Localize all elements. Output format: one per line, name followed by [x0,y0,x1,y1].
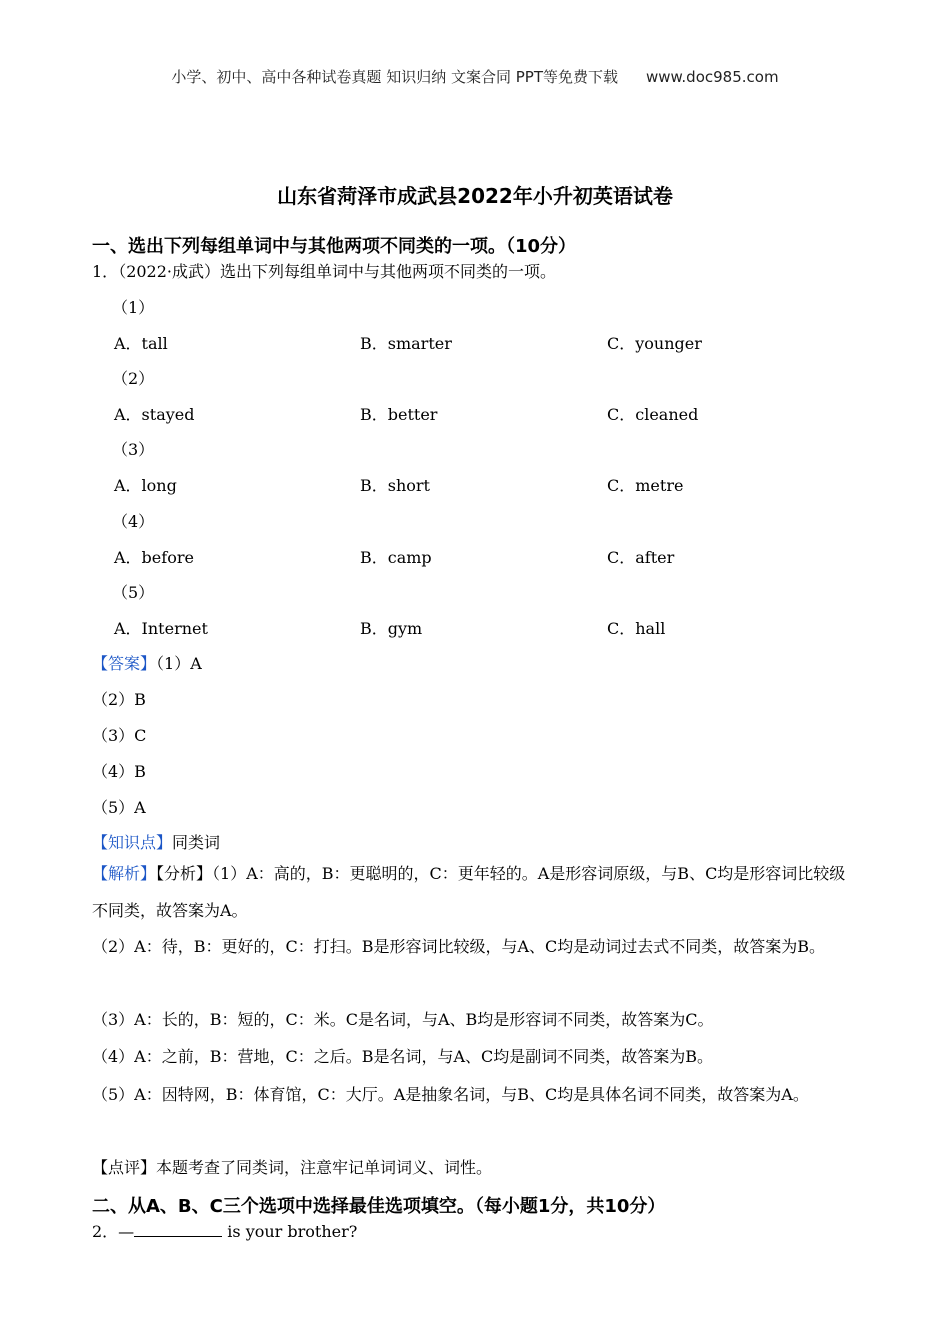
group-4-label: （4） [112,512,155,531]
analysis-text-1: 【分析】（1）A：高的，B：更聪明的，C：更年轻的。A是形容词原级，与B、C均是形容词比较级不同类，故答案为A。 [92,864,846,920]
analysis-paragraph-3: （3）A：长的，B：短的，C：米。C是名词，与A、B均是形容词不同类，故答案为C。 [92,1010,714,1029]
analysis-paragraph-2: （2）A：待，B：更好的，C：打扫。B是形容词比较级，与A、C均是动词过去式不同类，故答案为B。 [92,937,826,956]
answer-line-2: （2）B [92,690,146,709]
group-3-option-a: A．long [114,476,177,495]
question-1 [92,259,556,282]
analysis-paragraph-4: （4）A：之前，B：营地，C：之后。B是名词，与A、C均是副词不同类，故答案为B。 [92,1047,714,1066]
answer-text-1: （1）A [156,654,202,673]
question-1-text: （2022·成武）选出下列每组单词中与其他两项不同类的一项。 [118,262,556,281]
header-site-link[interactable]: www.doc985.com [645,68,779,86]
group-3-option-c: C．metre [607,476,684,495]
answer-line-4: （4）B [92,762,146,781]
question-2-number: 2．— [92,1222,135,1241]
question-1-number: 1． [92,262,119,281]
knowledge-text: 同类词 [172,833,221,852]
group-2-option-b: B．better [360,405,438,424]
question-2 [92,1219,357,1242]
answer-line-3: （3）C [92,726,147,745]
answer-blank[interactable] [134,1222,222,1237]
knowledge-tag: 【知识点】 [92,833,173,852]
analysis-paragraph-5: （5）A：因特网，B：体育馆，C：大厅。A是抽象名词，与B、C均是具体名词不同类，故答案为A。 [92,1085,809,1104]
group-3-label: （3） [112,440,155,459]
comment: 【点评】本题考查了同类词，注意牢记单词词义、词性。 [92,1158,493,1177]
analysis-tag: 【解析】 [92,864,157,883]
group-1-option-c: C．younger [607,334,702,353]
header-text: 小学、初中、高中各种试卷真题 知识归纳 文案合同 PPT等免费下载 [171,68,618,86]
group-4-option-b: B．camp [360,548,432,567]
group-5-option-b: B．gym [360,619,423,638]
group-2-option-a: A．stayed [114,405,195,424]
group-2-option-c: C．cleaned [607,405,699,424]
answer-line-5: （5）A [92,798,146,817]
group-1-label: （1） [112,298,155,317]
section1-title: 一、选出下列每组单词中与其他两项不同类的一项。（10分） [92,236,577,257]
group-5-option-a: A．Internet [114,619,208,638]
answer-line-1 [92,651,202,674]
section2-title: 二、从A、B、C三个选项中选择最佳选项填空。（每小题1分，共10分） [92,1196,666,1217]
question-2-text: is your brother? [222,1222,358,1241]
group-1-option-a: A．tall [114,334,168,353]
page-title: 山东省菏泽市成武县2022年小升初英语试卷 [277,184,673,208]
answer-tag: 【答案】 [92,654,157,673]
analysis-paragraph-1 [92,856,858,929]
group-5-option-c: C．hall [607,619,666,638]
knowledge-point [92,830,220,853]
group-1-option-b: B．smarter [360,334,452,353]
group-4-option-c: C．after [607,548,675,567]
group-3-option-b: B．short [360,476,430,495]
page-header [0,66,950,87]
group-2-label: （2） [112,369,155,388]
group-4-option-a: A．before [114,548,194,567]
group-5-label: （5） [112,583,155,602]
